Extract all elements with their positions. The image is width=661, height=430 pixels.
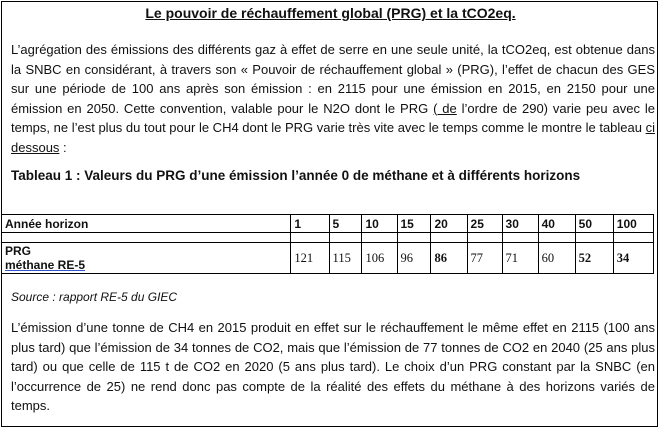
horizon-cell: 30 [502,215,538,233]
prg-label-line2: méthane RE-5 [5,258,86,272]
page-title: Le pouvoir de réchauffement global (PRG) et la tCO2eq. [145,5,516,21]
source-note: Source : rapport RE-5 du GIEC [11,290,178,304]
spacer-cell [291,233,329,243]
horizon-cell: 15 [397,215,431,233]
spacer-cell [397,233,431,243]
prg-value-cell: 86 [431,243,467,274]
horizon-cell: 50 [575,215,613,233]
spacer-cell [467,233,502,243]
spacer-cell [575,233,613,243]
horizon-cell: 100 [613,215,653,233]
prg-value-cell: 115 [329,243,362,274]
spacer-cell [2,233,291,243]
horizon-cell: 25 [467,215,502,233]
prg-value-cell: 60 [538,243,575,274]
spacer-cell [538,233,575,243]
intro-underlined-de: ( de [433,100,457,116]
intro-text-part3: : [59,139,67,155]
row-label-cell [2,243,291,274]
spacer-cell [613,233,653,243]
prg-value-cell: 106 [362,243,397,274]
prg-label-line1: PRG [5,244,32,258]
horizon-cell: 10 [362,215,397,233]
table-caption: Tableau 1 : Valeurs du PRG d’une émission l’année 0 de méthane et à différents horizons [11,168,581,183]
spacer-cell [362,233,397,243]
prg-value-cell: 121 [291,243,329,274]
conclusion-paragraph: L’émission d’une tonne de CH4 en 2015 produit en effet sur le réchauffement le même effet en 2115 (100 ans plus tard) que l’émission de 34 tonnes de CO2, mais que l’émission de 77 tonnes de CO2 en 2040 (25 ans plus tard) ou que celle de 115 t de CO2 en 2020 (5 ans plus tard). Le choix d’un PRG constant par la SNBC (en l’occurrence de 25) ne rend donc pas compte de la réalité des effets du méthane à des horizons variés de temps. [11,320,655,413]
intro-paragraph [11,40,655,157]
intro-text-part2: l’ordre de 290) varie peu avec le temps, ne l’est plus du tout pour le CH4 dont le PRG varie très vite avec le temps comme le montre le tableau [11,100,655,135]
horizon-cell: 40 [538,215,575,233]
prg-value-cell: 96 [397,243,431,274]
prg-value-cell: 34 [613,243,653,274]
horizon-cell: 5 [329,215,362,233]
table-spacer-row [2,233,654,243]
spacer-cell [329,233,362,243]
prg-value-cell: 77 [467,243,502,274]
prg-value-cell: 52 [575,243,613,274]
table-header-row [2,215,654,233]
prg-table [1,214,654,274]
spacer-cell [502,233,538,243]
prg-label [5,244,287,272]
intro-text-part1: L’agrégation des émissions des différents gaz à effet de serre en une seule unité, la tCO2eq, est obtenue dans la SNBC en considérant, à travers son « Pouvoir de réchauffement global » (PRG), l’effet de chacun des GES sur une période de 100 ans après son émission : en 2115 pour une émission en 2015, en 2150 pour une émission en 2050. Cette convention, valable pour le N2O dont le PRG [11,42,655,116]
horizon-cell: 1 [291,215,329,233]
horizon-cell: 20 [431,215,467,233]
table-values-row [2,243,654,274]
spacer-cell [431,233,467,243]
prg-value-cell: 71 [502,243,538,274]
intro-underlined-ci-dessous: ci dessous [11,120,655,155]
header-label-cell: Année horizon [2,215,291,233]
